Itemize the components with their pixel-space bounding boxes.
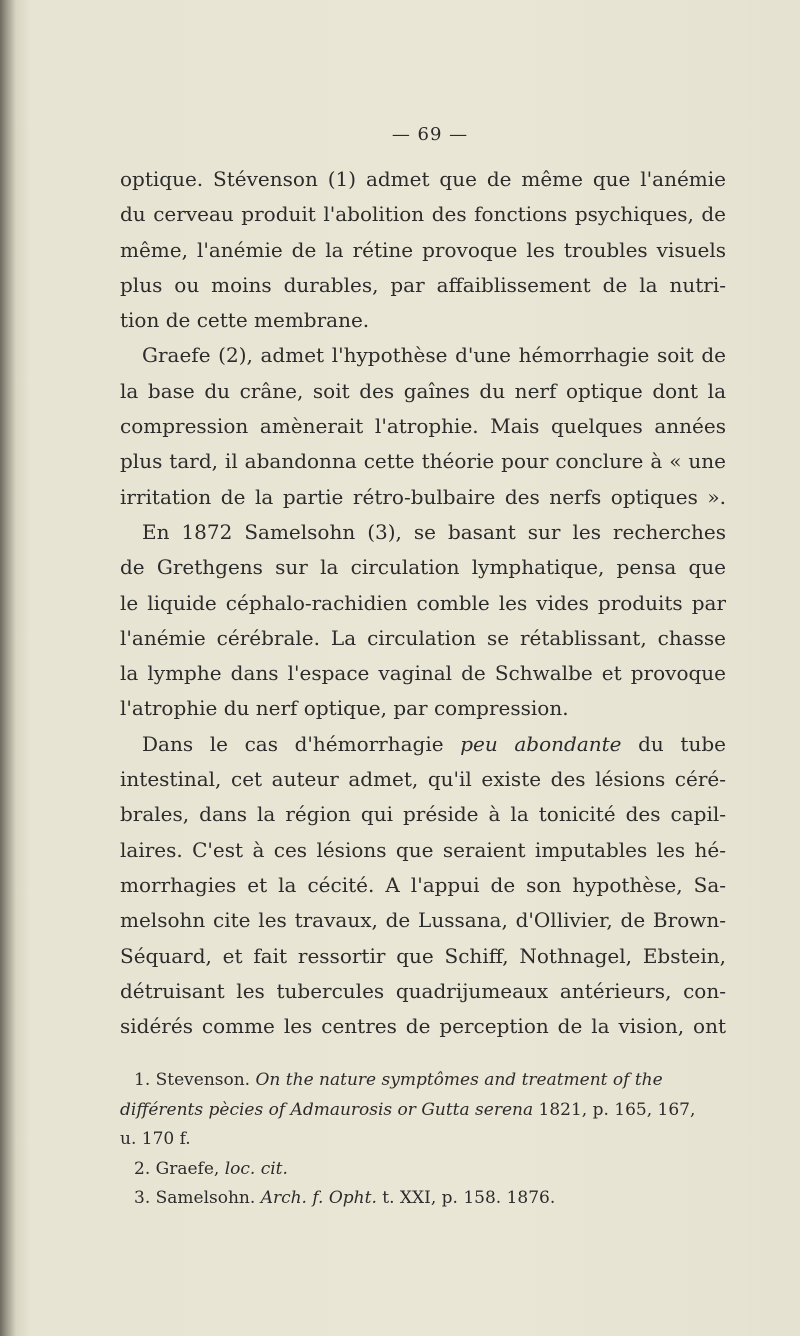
text-line: le liquide céphalo-rachidien comble les vides produits par (120, 590, 726, 615)
text-line: de Grethgens sur la circulation lymphatique, pensa que (120, 555, 726, 580)
text-line: Séquard, et fait ressortir que Schiff, Nothnagel, Ebstein, (120, 943, 726, 968)
text-run: du tube (621, 731, 726, 756)
text-line: l'atrophie du nerf optique, par compression. (120, 696, 569, 721)
text-line: plus ou moins durables, par affaiblissement de la nutri- (120, 272, 726, 297)
text-line: la lymphe dans l'espace vaginal de Schwalbe et provoque (120, 661, 726, 686)
text-line: détruisant les tubercules quadrijumeaux antérieurs, con- (120, 978, 726, 1003)
text-line: tion de cette membrane. (120, 308, 370, 333)
footnotes (120, 1066, 726, 1214)
footnote-pages: 1821, p. 165, 167, (533, 1099, 696, 1120)
footnote-1-cont (120, 1096, 726, 1126)
text-line: Graefe (2), admet l'hypothèse d'une hémorrhagie soit de (142, 343, 726, 368)
italic-phrase: peu abondante (460, 731, 622, 756)
text-line: l'anémie cérébrale. La circulation se rétablissant, chasse (120, 625, 726, 650)
footnote-2 (120, 1155, 726, 1185)
text-line: morrhagies et la cécité. A l'appui de son hypothèse, Sa- (120, 872, 726, 897)
text-line: optique. Stévenson (1) admet que de même que l'anémie (120, 167, 726, 191)
text-line: du cerveau produit l'abolition des fonctions psychiques, de (120, 202, 726, 227)
text-line: intestinal, cet auteur admet, qu'il existe des lésions céré- (120, 767, 726, 792)
text-line: la base du crâne, soit des gaînes du nerf optique dont la (120, 378, 726, 403)
body-text (120, 162, 726, 1044)
text-line: melsohn cite les travaux, de Lussana, d'Ollivier, de Brown- (120, 908, 726, 933)
page-number: — 69 — (391, 124, 469, 145)
footnote-3 (120, 1184, 726, 1214)
text-run: Dans le cas d'hémorrhagie (142, 731, 461, 756)
text-line (120, 727, 726, 762)
footnote-title: différents pècies of Admaurosis or Gutta serena (120, 1099, 534, 1120)
footnote-author: 2. Graefe, (134, 1158, 225, 1179)
footnote-title: On the nature symptômes and treatment of the (255, 1070, 663, 1090)
footnote-1 (120, 1066, 726, 1096)
text-line: plus tard, il abandonna cette théorie pour conclure à « une (120, 449, 726, 474)
footnote-1-end: u. 170 f. (120, 1129, 191, 1149)
footnote-author: 1. Stevenson. (134, 1070, 256, 1090)
text-line: brales, dans la région qui préside à la tonicité des capil- (120, 802, 726, 827)
text-line: sidérés comme les centres de perception de la vision, ont (120, 1014, 726, 1039)
text-line: En 1872 Samelsohn (3), se basant sur les recherches (142, 519, 726, 544)
text-line: compression amènerait l'atrophie. Mais quelques années (120, 414, 726, 439)
text-line: irritation de la partie rétro-bulbaire des nerfs optiques ». (120, 484, 726, 509)
text-line: même, l'anémie de la rétine provoque les troubles visuels (120, 237, 726, 262)
footnote-author: 3. Samelsohn. (134, 1188, 261, 1208)
footnote-details: t. XXI, p. 158. 1876. (376, 1188, 556, 1208)
footnote-ref: loc. cit. (224, 1158, 288, 1179)
footnote-journal: Arch. f. Opht. (260, 1188, 377, 1208)
text-line: laires. C'est à ces lésions que seraient imputables les hé- (120, 837, 726, 862)
